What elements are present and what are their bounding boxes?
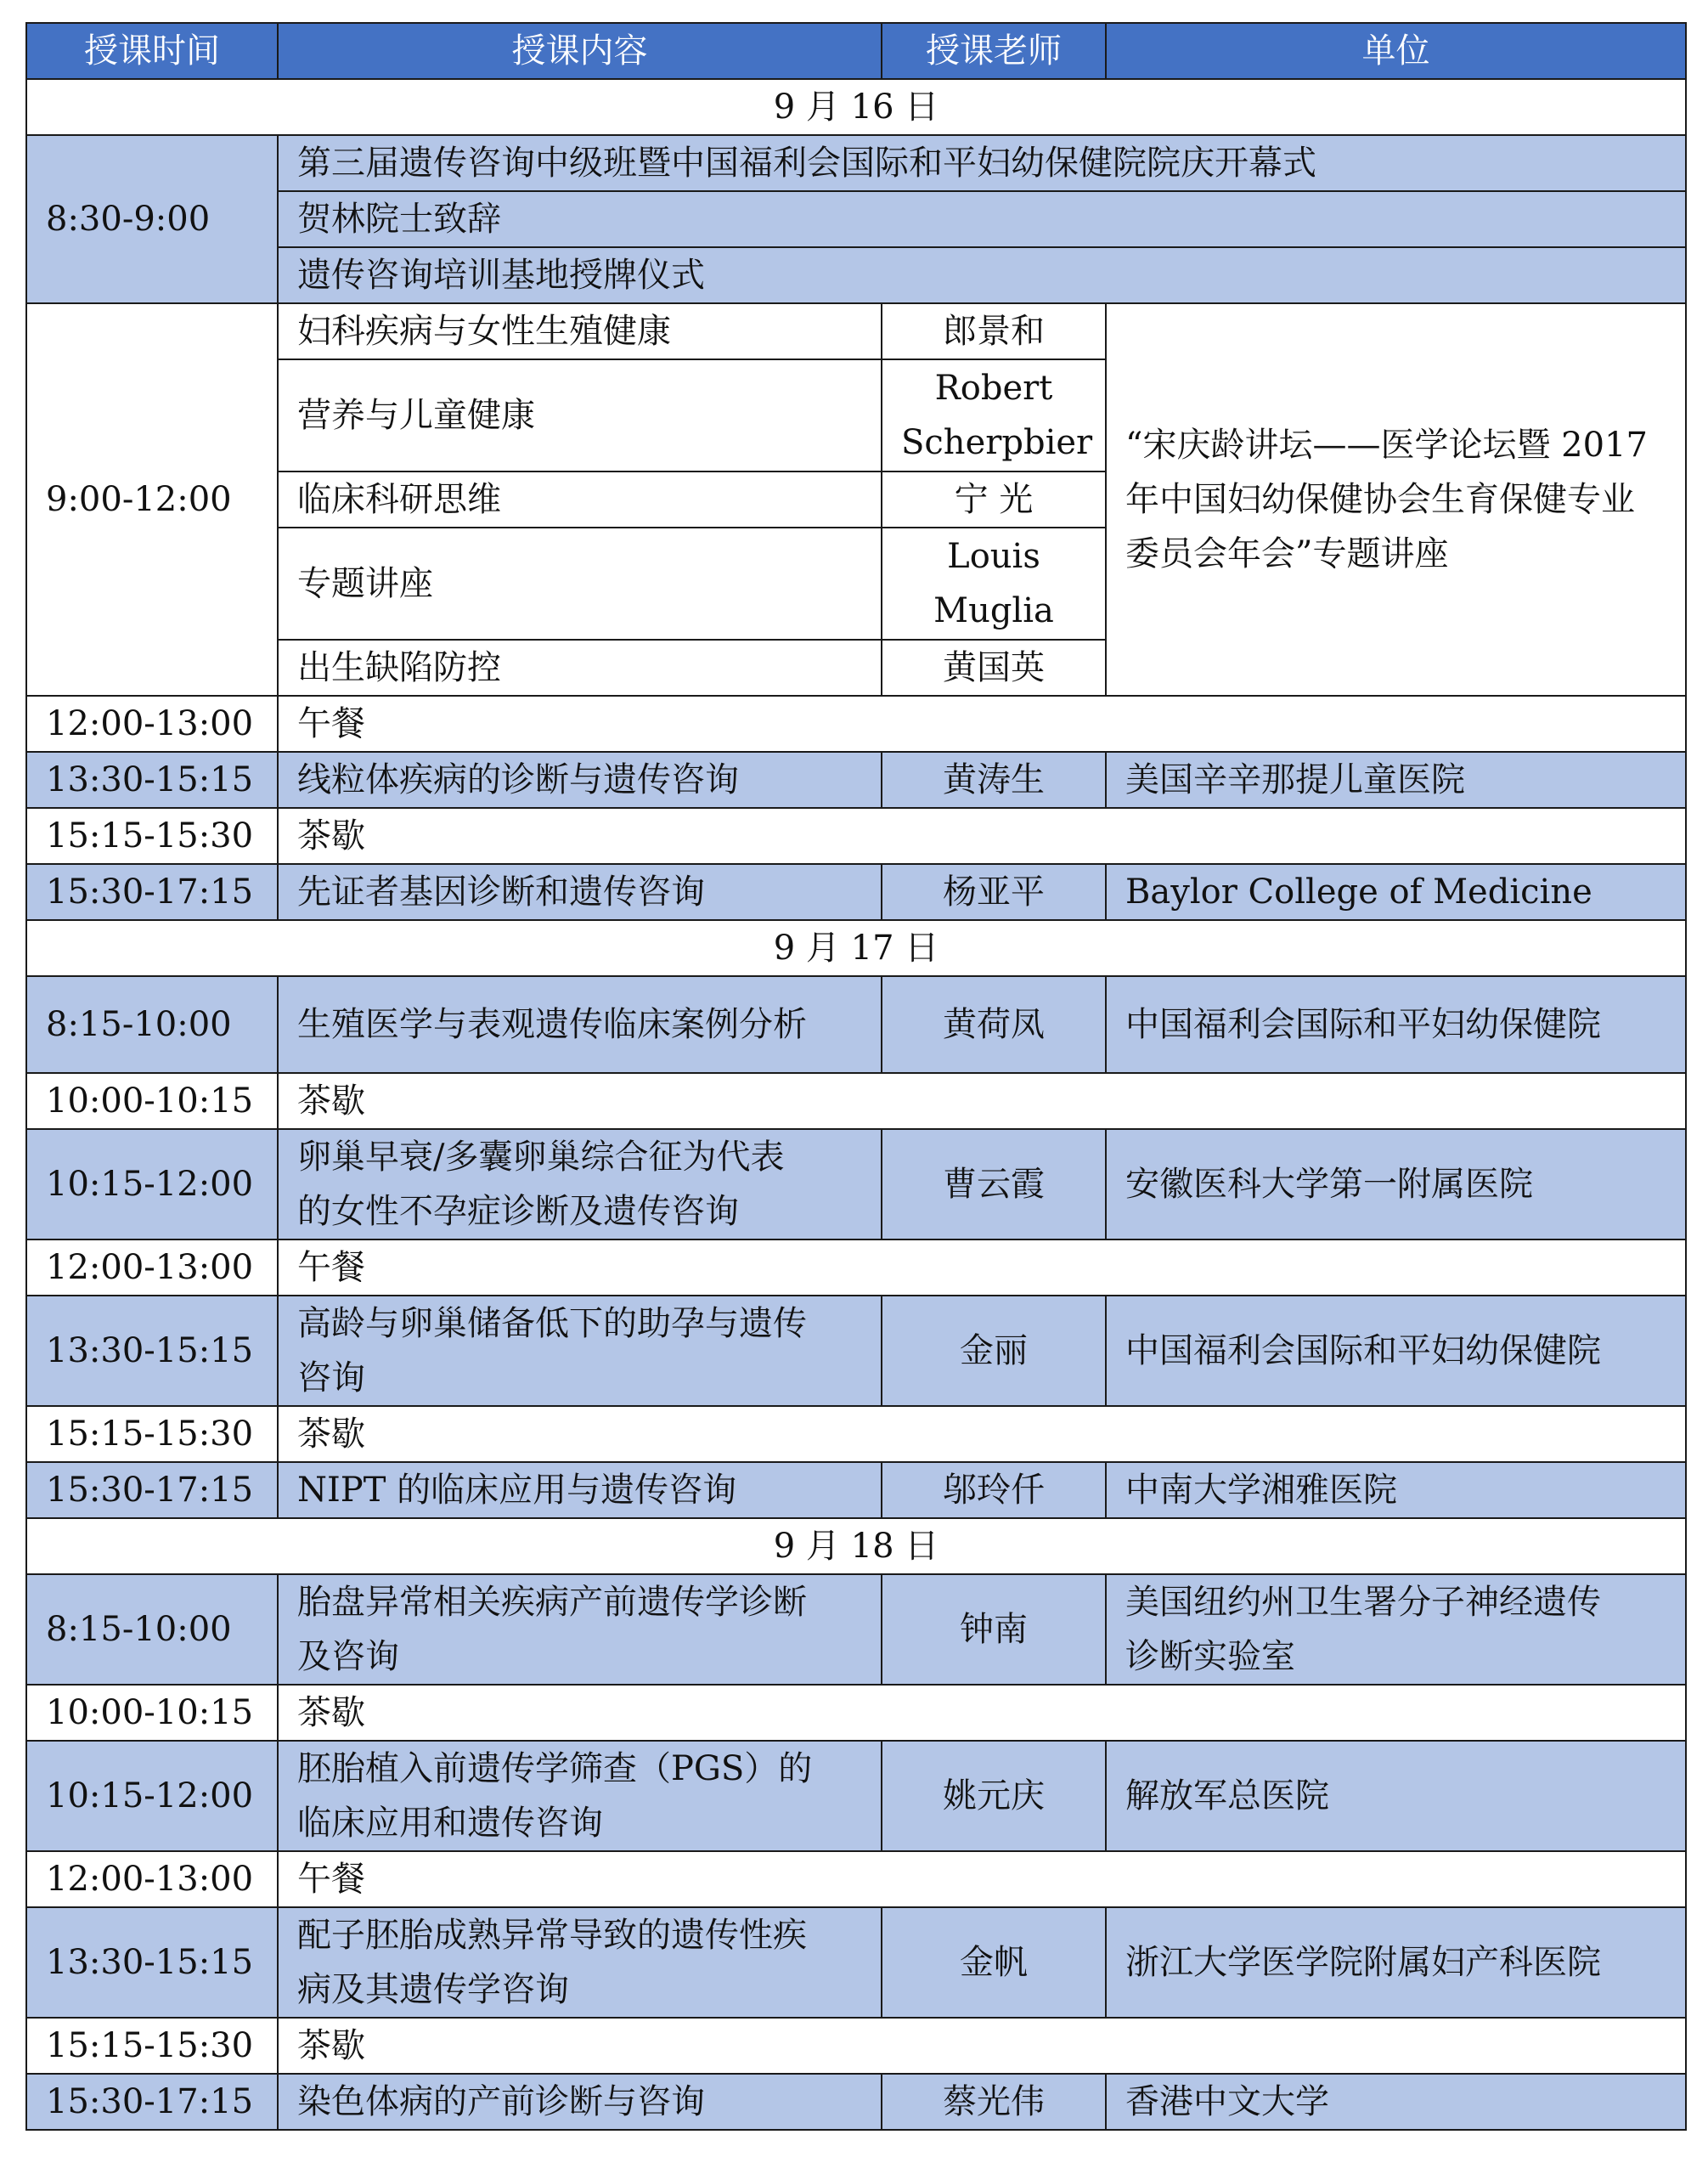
teacher-line: Louis xyxy=(947,537,1040,576)
content-line: NIPT 的临床应用与遗传咨询 xyxy=(297,1471,737,1510)
break-row xyxy=(26,696,1686,752)
break-row xyxy=(26,1685,1686,1741)
unit-cell xyxy=(1106,752,1686,808)
session-row xyxy=(26,2074,1686,2130)
time-cell: 15:30-17:15 xyxy=(26,2074,278,2130)
content-cell xyxy=(278,1073,1686,1129)
content-cell xyxy=(278,864,882,920)
teacher-line: Muglia xyxy=(933,591,1054,630)
teacher-cell: 杨亚平 xyxy=(882,864,1106,920)
session-row xyxy=(26,1574,1686,1685)
content-line: 生殖医学与表观遗传临床案例分析 xyxy=(297,1005,807,1044)
unit-cell xyxy=(1106,1574,1686,1685)
header-unit: 单位 xyxy=(1106,23,1686,79)
content-line: 及咨询 xyxy=(297,1637,399,1676)
day-section xyxy=(26,920,1686,1518)
break-row xyxy=(26,1406,1686,1462)
session-row xyxy=(26,1296,1686,1406)
teacher-cell: 金丽 xyxy=(882,1296,1106,1406)
content-line: 先证者基因诊断和遗传咨询 xyxy=(297,872,705,912)
opening-row xyxy=(26,135,1686,191)
content-line: 午餐 xyxy=(297,1248,365,1287)
content-cell xyxy=(278,752,882,808)
session-row xyxy=(26,1129,1686,1239)
content-cell xyxy=(278,1239,1686,1296)
forum-unit-cell: “宋庆龄讲坛——医学论坛暨 2017 年中国妇幼保健协会生育保健专业委员会年会”专题讲座 xyxy=(1106,303,1686,696)
teacher-line: Scherpbier xyxy=(901,423,1093,462)
teacher-cell: 宁 光 xyxy=(882,472,1106,528)
content-cell xyxy=(278,1462,882,1518)
content-cell xyxy=(278,2018,1686,2074)
teacher-cell: 邬玲仟 xyxy=(882,1462,1106,1518)
content-line: 胎盘异常相关疾病产前遗传学诊断 xyxy=(297,1583,807,1622)
content-line: 配子胚胎成熟异常导致的遗传性疾 xyxy=(297,1916,807,1955)
content-line: 的女性不孕症诊断及遗传咨询 xyxy=(297,1192,739,1231)
teacher-cell: 郎景和 xyxy=(882,303,1106,359)
header-content: 授课内容 xyxy=(278,23,882,79)
day-date: 9 月 18 日 xyxy=(26,1518,1686,1574)
unit-cell xyxy=(1106,1907,1686,2018)
teacher-cell: 钟南 xyxy=(882,1574,1106,1685)
day-date: 9 月 16 日 xyxy=(26,79,1686,135)
day-section xyxy=(26,1518,1686,2130)
content-cell xyxy=(278,976,882,1073)
content-cell xyxy=(278,1296,882,1406)
header-teacher: 授课老师 xyxy=(882,23,1106,79)
content-line: 午餐 xyxy=(297,704,365,743)
content-cell xyxy=(278,1574,882,1685)
unit-line: 解放军总医院 xyxy=(1125,1776,1329,1815)
time-cell: 13:30-15:15 xyxy=(26,1907,278,2018)
content-line: 染色体病的产前诊断与咨询 xyxy=(297,2082,705,2121)
content-cell xyxy=(278,1129,882,1239)
content-cell xyxy=(278,808,1686,864)
day-row xyxy=(26,79,1686,135)
content-line: 卵巢早衰/多囊卵巢综合征为代表 xyxy=(297,1138,785,1177)
time-cell: 13:30-15:15 xyxy=(26,1296,278,1406)
unit-line: 中国福利会国际和平妇幼保健院 xyxy=(1125,1005,1601,1044)
unit-line: 安徽医科大学第一附属医院 xyxy=(1125,1165,1533,1204)
forum-row xyxy=(26,303,1686,359)
time-cell: 15:15-15:30 xyxy=(26,808,278,864)
content-line: 茶歇 xyxy=(297,1081,365,1121)
session-row xyxy=(26,1462,1686,1518)
unit-cell xyxy=(1106,1296,1686,1406)
content-line: 高龄与卵巢储备低下的助孕与遗传 xyxy=(297,1304,807,1343)
break-row xyxy=(26,1073,1686,1129)
teacher-cell: 金帆 xyxy=(882,1907,1106,2018)
content-cell: 专题讲座 xyxy=(278,528,882,640)
day-rows xyxy=(26,696,1686,920)
unit-cell xyxy=(1106,1462,1686,1518)
unit-cell xyxy=(1106,1741,1686,1851)
time-cell: 8:30-9:00 xyxy=(26,135,278,303)
teacher-line: Robert xyxy=(934,369,1053,408)
session-row xyxy=(26,752,1686,808)
content-line: 临床应用和遗传咨询 xyxy=(297,1804,603,1843)
time-cell: 10:00-10:15 xyxy=(26,1685,278,1741)
session-row xyxy=(26,1741,1686,1851)
content-cell xyxy=(278,1907,882,2018)
content-cell xyxy=(278,1741,882,1851)
opening-item: 贺林院士致辞 xyxy=(278,191,1686,247)
time-cell: 15:15-15:30 xyxy=(26,2018,278,2074)
content-cell xyxy=(278,1851,1686,1907)
break-row xyxy=(26,808,1686,864)
teacher-cell: 姚元庆 xyxy=(882,1741,1106,1851)
content-line: 茶歇 xyxy=(297,2026,365,2065)
teacher-cell xyxy=(882,359,1106,472)
day-date: 9 月 17 日 xyxy=(26,920,1686,976)
session-row xyxy=(26,1907,1686,2018)
time-cell: 10:15-12:00 xyxy=(26,1129,278,1239)
schedule-table xyxy=(25,22,1687,2131)
content-line: 病及其遗传学咨询 xyxy=(297,1970,569,2009)
content-line: 午餐 xyxy=(297,1860,365,1899)
time-cell: 15:15-15:30 xyxy=(26,1406,278,1462)
unit-line: 浙江大学医学院附属妇产科医院 xyxy=(1125,1943,1601,1982)
content-cell xyxy=(278,2074,882,2130)
time-cell: 12:00-13:00 xyxy=(26,1851,278,1907)
opening-item: 遗传咨询培训基地授牌仪式 xyxy=(278,247,1686,303)
content-cell xyxy=(278,1406,1686,1462)
time-cell: 10:15-12:00 xyxy=(26,1741,278,1851)
content-cell xyxy=(278,1685,1686,1741)
time-cell: 9:00-12:00 xyxy=(26,303,278,696)
time-cell: 15:30-17:15 xyxy=(26,864,278,920)
unit-line: 美国辛辛那提儿童医院 xyxy=(1125,760,1465,799)
time-cell: 12:00-13:00 xyxy=(26,696,278,752)
time-cell: 10:00-10:15 xyxy=(26,1073,278,1129)
unit-cell xyxy=(1106,1129,1686,1239)
teacher-cell xyxy=(882,528,1106,640)
content-cell: 临床科研思维 xyxy=(278,472,882,528)
day-row xyxy=(26,1518,1686,1574)
content-line: 咨询 xyxy=(297,1358,365,1398)
unit-line: 香港中文大学 xyxy=(1125,2082,1329,2121)
break-row xyxy=(26,1851,1686,1907)
break-row xyxy=(26,1239,1686,1296)
content-cell: 妇科疾病与女性生殖健康 xyxy=(278,303,882,359)
header-time: 授课时间 xyxy=(26,23,278,79)
teacher-cell: 黄荷凤 xyxy=(882,976,1106,1073)
time-cell: 8:15-10:00 xyxy=(26,1574,278,1685)
break-row xyxy=(26,2018,1686,2074)
teacher-cell: 黄涛生 xyxy=(882,752,1106,808)
content-line: 线粒体疾病的诊断与遗传咨询 xyxy=(297,760,739,799)
unit-line: 美国纽约州卫生署分子神经遗传 xyxy=(1125,1583,1601,1622)
unit-cell xyxy=(1106,864,1686,920)
unit-line: 诊断实验室 xyxy=(1125,1637,1295,1676)
content-line: 胚胎植入前遗传学筛查（PGS）的 xyxy=(297,1749,813,1788)
content-cell xyxy=(278,696,1686,752)
time-cell: 13:30-15:15 xyxy=(26,752,278,808)
content-line: 茶歇 xyxy=(297,1415,365,1454)
time-cell: 8:15-10:00 xyxy=(26,976,278,1073)
teacher-cell: 蔡光伟 xyxy=(882,2074,1106,2130)
content-line: 茶歇 xyxy=(297,816,365,855)
teacher-cell: 曹云霞 xyxy=(882,1129,1106,1239)
time-cell: 12:00-13:00 xyxy=(26,1239,278,1296)
unit-cell xyxy=(1106,2074,1686,2130)
time-cell: 15:30-17:15 xyxy=(26,1462,278,1518)
content-line: 茶歇 xyxy=(297,1693,365,1732)
session-row xyxy=(26,864,1686,920)
unit-line: Baylor College of Medicine xyxy=(1125,872,1592,912)
header-row xyxy=(26,23,1686,79)
session-row xyxy=(26,976,1686,1073)
content-cell: 出生缺陷防控 xyxy=(278,640,882,696)
unit-cell xyxy=(1106,976,1686,1073)
opening-item: 第三届遗传咨询中级班暨中国福利会国际和平妇幼保健院院庆开幕式 xyxy=(278,135,1686,191)
unit-line: 中南大学湘雅医院 xyxy=(1125,1471,1397,1510)
unit-line: 中国福利会国际和平妇幼保健院 xyxy=(1125,1331,1601,1370)
content-cell: 营养与儿童健康 xyxy=(278,359,882,472)
day-row xyxy=(26,920,1686,976)
teacher-cell: 黄国英 xyxy=(882,640,1106,696)
